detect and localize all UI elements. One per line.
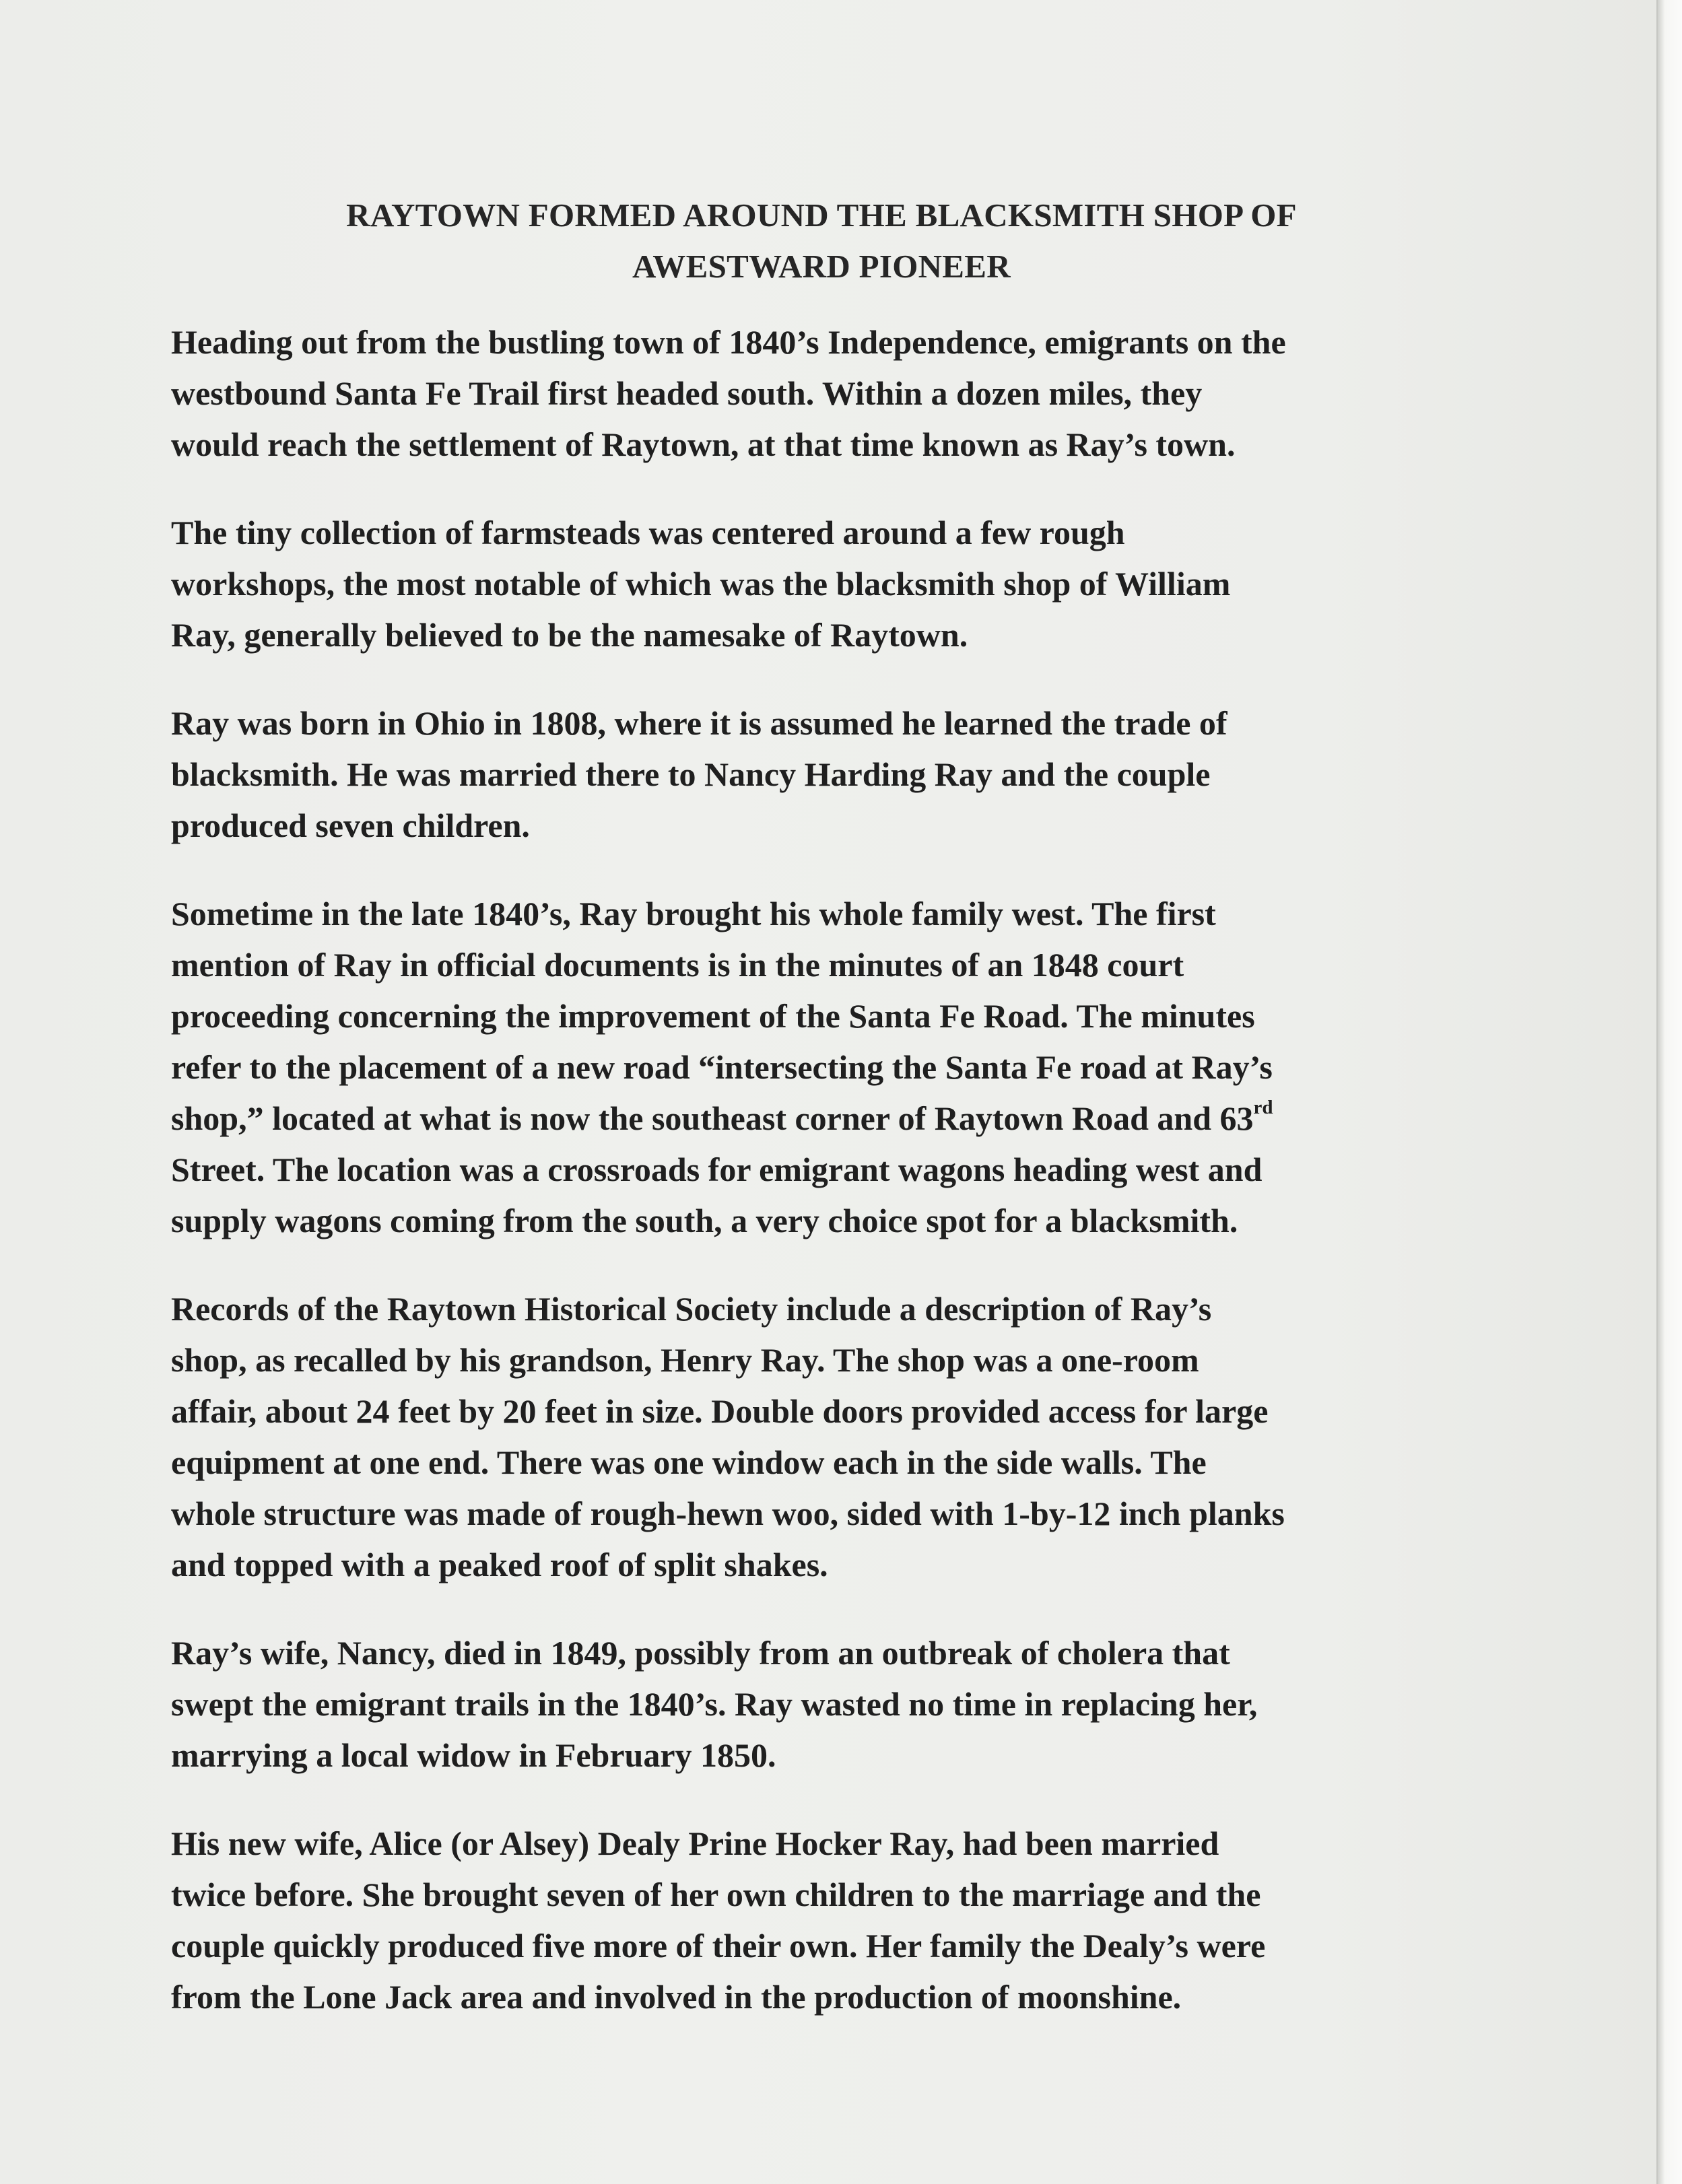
text-line: supply wagons coming from the south, a very choice spot for a blacksmith. (171, 1202, 1238, 1239)
paragraph-5 (171, 1283, 1518, 1590)
text-line: and topped with a peaked roof of split shakes. (171, 1546, 828, 1583)
paragraph-6 (171, 1627, 1518, 1781)
text-line: produced seven children. (171, 807, 530, 844)
page-title (135, 190, 1508, 292)
text-line: blacksmith. He was married there to Nancy Harding Ray and the couple (171, 755, 1211, 793)
text-line: marrying a local widow in February 1850. (171, 1736, 776, 1774)
title-line-1: RAYTOWN FORMED AROUND THE BLACKSMITH SHOP OF (346, 197, 1297, 234)
page-edge (1656, 0, 1682, 2184)
text-line: shop, as recalled by his grandson, Henry Ray. The shop was a one-room (171, 1341, 1199, 1379)
text-line: His new wife, Alice (or Alsey) Dealy Prine Hocker Ray, had been married (171, 1824, 1219, 1862)
text-line: affair, about 24 feet by 20 feet in size. Double doors provided access for large (171, 1392, 1269, 1430)
article-body (171, 316, 1518, 2059)
text-line: proceeding concerning the improvement of the Santa Fe Road. The minutes (171, 997, 1255, 1035)
text-line: equipment at one end. There was one window each in the side walls. The (171, 1443, 1207, 1481)
text-line: The tiny collection of farmsteads was centered around a few rough (171, 514, 1125, 551)
text-line: refer to the placement of a new road “intersecting the Santa Fe road at Ray’s (171, 1048, 1273, 1086)
text-line: mention of Ray in official documents is in the minutes of an 1848 court (171, 946, 1184, 984)
text-line: would reach the settlement of Raytown, at that time known as Ray’s town. (171, 425, 1236, 463)
text-line: Sometime in the late 1840’s, Ray brought his whole family west. The first (171, 895, 1216, 932)
text-line: Street. The location was a crossroads for emigrant wagons heading west and (171, 1151, 1263, 1188)
paragraph-2 (171, 507, 1518, 660)
text-line: Heading out from the bustling town of 1840’s Independence, emigrants on the (171, 323, 1286, 361)
text-line (171, 1093, 1518, 1144)
text-line: swept the emigrant trails in the 1840’s. Ray wasted no time in replacing her, (171, 1685, 1258, 1723)
title-line-2: AWESTWARD PIONEER (632, 248, 1011, 285)
paragraph-1 (171, 316, 1518, 470)
text-line: workshops, the most notable of which was the blacksmith shop of William (171, 565, 1231, 603)
text-line: Ray’s wife, Nancy, died in 1849, possibly from an outbreak of cholera that (171, 1634, 1230, 1672)
ordinal-superscript: rd (1253, 1097, 1273, 1119)
text-line: Ray was born in Ohio in 1808, where it is assumed he learned the trade of (171, 704, 1227, 742)
text-line: couple quickly produced five more of their own. Her family the Dealy’s were (171, 1927, 1266, 1965)
text-line: from the Lone Jack area and involved in the production of moonshine. (171, 1978, 1182, 2016)
text-line: Records of the Raytown Historical Society include a description of Ray’s (171, 1290, 1212, 1328)
text-line: westbound Santa Fe Trail first headed south. Within a dozen miles, they (171, 374, 1203, 412)
text-line: twice before. She brought seven of her own children to the marriage and the (171, 1876, 1261, 1913)
paragraph-3 (171, 697, 1518, 851)
paragraph-7 (171, 1818, 1518, 2022)
text-line-main: shop,” located at what is now the southeast corner of Raytown Road and 63 (171, 1099, 1254, 1137)
text-line: whole structure was made of rough-hewn woo, sided with 1-by-12 inch planks (171, 1495, 1285, 1532)
paragraph-4 (171, 888, 1518, 1246)
text-line: Ray, generally believed to be the namesake of Raytown. (171, 616, 968, 654)
